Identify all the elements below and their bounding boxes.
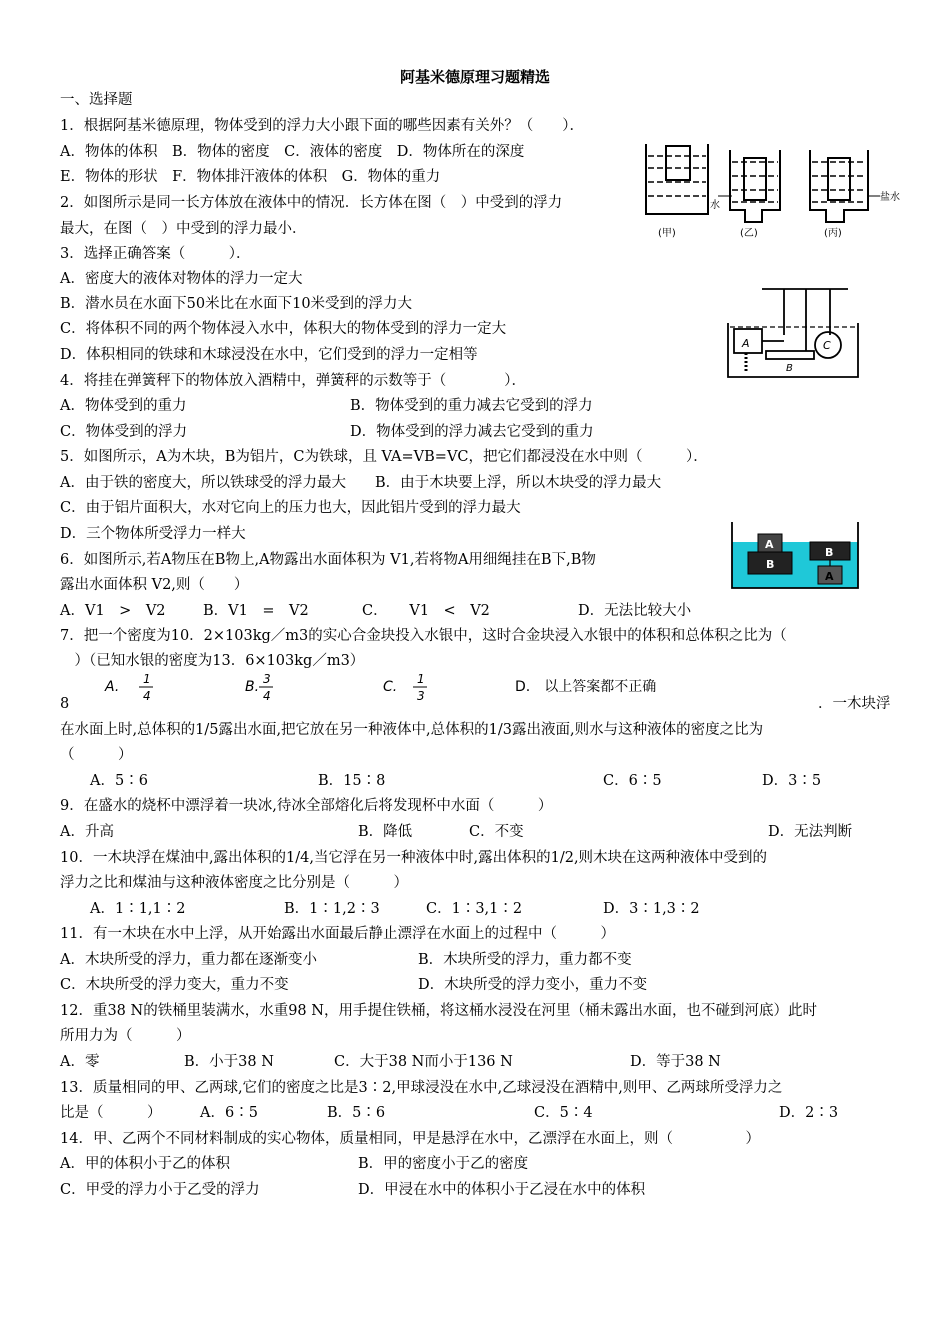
q2-line1: 2．如图所示是同一长方体放在液体中的情况．长方体在图（ ）中受到的浮力 [60, 195, 563, 211]
q6-option-a: A．V1 > V2 [60, 603, 166, 619]
q13-line2-start: 比是（ ） [60, 1105, 162, 1121]
q5-option-d: D．三个物体所受浮力一样大 [60, 526, 246, 542]
q10-option-c: C．1∶3,1∶2 [426, 901, 523, 917]
q13-line1: 13．质量相同的甲、乙两球,它们的密度之比是3∶2,甲球浸没在水中,乙球浸没在酒精中,则甲、乙两球所受浮力之 [60, 1080, 783, 1096]
q4-option-d: D．物体受到的浮力减去它受到的重力 [350, 424, 594, 440]
q14-option-b: B．甲的密度小于乙的密度 [358, 1156, 529, 1172]
page-title: 阿基米德原理习题精选 [399, 68, 550, 86]
q4-option-b: B．物体受到的重力减去它受到的浮力 [350, 398, 593, 414]
q3-stem: 3．选择正确答案（ ）． [60, 246, 251, 262]
q7-option-b-denominator: 4 [263, 689, 271, 703]
q6-line2: 露出水面体积 V2,则（ ） [60, 577, 249, 593]
q7-option-a-numerator: 1 [143, 672, 151, 686]
q8-option-c: C．6∶5 [603, 773, 662, 789]
q13-option-d: D．2∶3 [779, 1105, 839, 1121]
q6-label-a-hanging: A [825, 570, 834, 583]
q13-option-c: C．5∶4 [534, 1105, 593, 1121]
q3-option-d: D．体积相同的铁球和木球浸没在水中，它们受到的浮力一定相等 [60, 347, 478, 363]
q5-options-ab: A．由于铁的密度大，所以铁球受的浮力最大 B．由于木块要上浮，所以木块受的浮力最大 [60, 475, 662, 491]
q9-option-d: D．无法判断 [768, 824, 853, 840]
q8-line3: （ ） [60, 747, 133, 763]
q7-option-c-numerator: 1 [417, 672, 425, 686]
q14-option-d: D．甲浸在水中的体积小于乙浸在水中的体积 [358, 1182, 646, 1198]
q7-option-a-denominator: 4 [143, 689, 151, 703]
section-heading: 一、选择题 [60, 92, 133, 108]
q5-stem: 5．如图所示，A为木块，B为铝片，C为铁球，且 VA=VB=VC，把它们都浸没在水中则（ ）． [60, 449, 708, 465]
q10-option-b: B．1∶1,2∶3 [284, 901, 380, 917]
q2-figure [640, 136, 910, 244]
q5-figure [722, 283, 862, 381]
q5-label-a: A [742, 337, 750, 350]
q7-options-figure [95, 671, 795, 705]
q2-line2: 最大，在图（ ）中受到的浮力最小． [60, 221, 307, 237]
q11-stem: 11．有一木块在水中上浮，从开始露出水面最后静止漂浮在水面上的过程中（ ） [60, 926, 615, 942]
q13-option-a: A．6∶5 [200, 1105, 258, 1121]
q7-option-c-letter: C. [383, 679, 398, 695]
q3-option-b: B．潜水员在水面下50米比在水面下10米受到的浮力大 [60, 296, 413, 312]
q14-stem: 14．甲、乙两个不同材料制成的实心物体，质量相同，甲是悬浮在水中，乙漂浮在水面上，则（ ） [60, 1131, 760, 1147]
q14-option-c: C．甲受的浮力小于乙受的浮力 [60, 1182, 260, 1198]
q10-line2: 浮力之比和煤油与这种液体密度之比分别是（ ） [60, 875, 408, 891]
q12-line1: 12．重38 N的铁桶里装满水，水重98 N，用手提住铁桶，将这桶水浸没在河里（桶未露出水面，也不碰到河底）此时 [60, 1003, 817, 1019]
q5-label-b: B [786, 363, 793, 374]
q4-option-c: C．物体受到的浮力 [60, 424, 188, 440]
q7-line1: 7．把一个密度为10．2×103kg／m3的实心合金块投入水银中，这时合金块浸入水银中的体积和总体积之比为（ [60, 628, 787, 644]
q10-option-a: A．1∶1,1∶2 [90, 901, 186, 917]
q4-option-a: A．物体受到的重力 [60, 398, 187, 414]
q6-option-d: D．无法比较大小 [578, 603, 692, 619]
q9-option-a: A．升高 [60, 824, 114, 840]
q10-line1: 10．一木块浮在煤油中,露出体积的1/4,当它浮在另一种液体中时,露出体积的1/2,则木块在这两种液体中受到的 [60, 850, 768, 866]
q5-option-c: C．由于铝片面积大，水对它向上的压力也大，因此铝片受到的浮力最大 [60, 500, 521, 516]
q6-label-a-top: A [765, 538, 774, 551]
q5-label-c: C [823, 339, 831, 352]
q7-option-b-letter: B. [245, 679, 260, 695]
q4-stem: 4．将挂在弹簧秤下的物体放入酒精中，弹簧秤的示数等于（ ）． [60, 373, 526, 389]
q8-line1-tail: ．一木块浮 [818, 696, 891, 712]
q7-line2: ）（已知水银的密度为13．6×103kg／m3） [60, 653, 365, 669]
q1-stem: 1．根据阿基米德原理，物体受到的浮力大小跟下面的哪些因素有关外？（ ）． [60, 118, 584, 134]
q3-option-c: C．将体积不同的两个物体浸入水中，体积大的物体受到的浮力一定大 [60, 321, 507, 337]
q7-option-c-denominator: 3 [417, 689, 425, 703]
q12-option-d: D．等于38 N [630, 1054, 721, 1070]
q2-label-bing: (丙) [824, 228, 842, 239]
q8-option-d: D．3∶5 [762, 773, 822, 789]
q2-label-yi: (乙) [740, 228, 758, 239]
q7-option-b-numerator: 3 [263, 672, 271, 686]
q2-label-water: 水 [710, 200, 720, 211]
q10-option-d: D．3∶1,3∶2 [603, 901, 700, 917]
q12-option-c: C．大于38 N而小于136 N [334, 1054, 513, 1070]
q8-number: 8 [60, 696, 70, 712]
q8-option-a: A．5∶6 [90, 773, 148, 789]
q6-option-b: B．V1 = V2 [203, 603, 309, 619]
q12-line2: 所用力为（ ） [60, 1028, 191, 1044]
q2-label-jia: (甲) [658, 228, 676, 239]
q12-option-a: A．零 [60, 1054, 100, 1070]
q8-option-b: B．15∶8 [318, 773, 386, 789]
q9-option-c: C．不变 [469, 824, 524, 840]
q11-option-b: B．木块所受的浮力，重力都不变 [418, 952, 632, 968]
q12-option-b: B．小于38 N [184, 1054, 274, 1070]
q14-option-a: A．甲的体积小于乙的体积 [60, 1156, 230, 1172]
q6-label-b-right: B [825, 546, 834, 559]
q8-line2: 在水面上时,总体积的1/5露出水面,把它放在另一种液体中,总体积的1/3露出液面,则水与这种液体的密度之比为 [60, 722, 764, 738]
q9-stem: 9．在盛水的烧杯中漂浮着一块冰,待冰全部熔化后将发现杯中水面（ ） [60, 798, 553, 814]
q2-label-salt-water: 盐水 [880, 192, 900, 203]
q13-option-b: B．5∶6 [327, 1105, 386, 1121]
q1-options-line1: A．物体的体积 B．物体的密度 C．液体的密度 D．物体所在的深度 [60, 144, 525, 160]
q6-figure [730, 520, 860, 590]
q7-option-a-letter: A. [105, 679, 120, 695]
q11-option-d: D．木块所受的浮力变小，重力不变 [418, 977, 648, 993]
q6-option-c: C． V1 < V2 [362, 603, 490, 619]
q1-options-line2: E．物体的形状 F．物体排汗液体的体积 G．物体的重力 [60, 169, 441, 185]
q7-option-d: D. 以上答案都不正确 [515, 679, 657, 695]
q6-line1: 6．如图所示,若A物压在B物上,A物露出水面体积为 V1,若将物A用细绳挂在B下,B物 [60, 552, 596, 568]
q6-label-b-left: B [766, 558, 775, 571]
q3-option-a: A．密度大的液体对物体的浮力一定大 [60, 271, 303, 287]
q11-option-c: C．木块所受的浮力变大，重力不变 [60, 977, 289, 993]
q11-option-a: A．木块所受的浮力，重力都在逐渐变小 [60, 952, 317, 968]
q9-option-b: B．降低 [358, 824, 413, 840]
